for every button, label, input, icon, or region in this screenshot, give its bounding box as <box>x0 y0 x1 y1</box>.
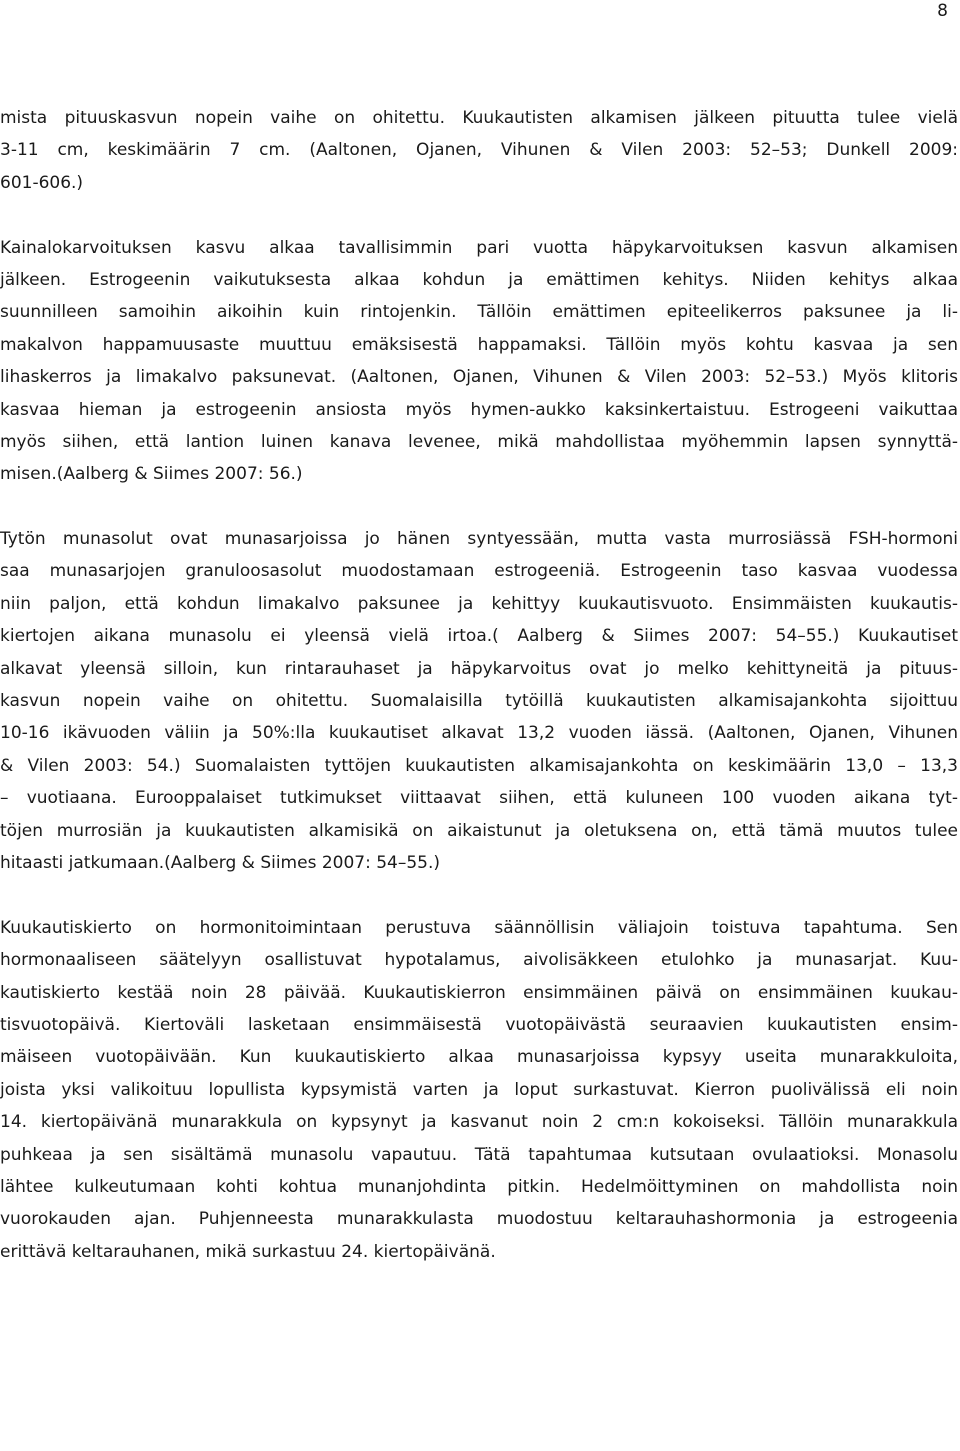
text-line: – vuotiaana. Eurooppalaiset tutkimukset viittaavat siihen, että kuluneen 100 vuoden aikana tyt- <box>0 788 958 809</box>
text-line: kasvaa hieman ja estrogeenin ansiosta myös hymen-aukko kaksinkertaistuu. Estrogeeni vaikuttaa <box>0 399 958 420</box>
text-line: kautiskierto kestää noin 28 päivää. Kuukautiskierron ensimmäinen päivä on ensimmäinen kuukau- <box>0 982 958 1003</box>
text-line: 10-16 ikävuoden väliin ja 50%:lla kuukautiset alkavat 13,2 vuoden iässä. (Aaltonen, Ojanen, Vihunen <box>0 723 958 744</box>
text-line: lähtee kulkeutumaan kohti kohtua munanjohdinta pitkin. Hedelmöittyminen on mahdollista noin <box>0 1176 958 1197</box>
text-line: vuorokauden ajan. Puhjenneesta munarakkulasta muodostuu keltarauhashormonia ja estrogeenia <box>0 1209 958 1230</box>
text-line: misen.(Aalberg & Siimes 2007: 56.) <box>0 464 303 485</box>
text-line: & Vilen 2003: 54.) Suomalaisten tyttöjen kuukautisten alkamisajankohta on keskimäärin 13,0 – 13,3 <box>0 755 958 776</box>
text-line: suunnilleen samoihin aikoihin kuin rintojenkin. Tällöin emättimen epiteelikerros paksunee ja li- <box>0 302 958 323</box>
paragraph <box>0 912 958 1268</box>
text-line: töjen murrosiän ja kuukautisten alkamisikä on aikaistunut ja oletuksena on, että tämä muutos tulee <box>0 820 958 841</box>
text-line: puhkeaa ja sen sisältämä munasolu vapautuu. Tätä tapahtumaa kutsutaan ovulaatioksi. Monasolu <box>0 1144 958 1165</box>
paragraph-gap <box>0 491 958 523</box>
text-line: myös siihen, että lantion luinen kanava levenee, mikä mahdollistaa myöhemmin lapsen synnyttä- <box>0 431 958 452</box>
text-line: tisvuotopäivä. Kiertoväli lasketaan ensimmäisestä vuotopäivästä seuraavien kuukautisten ensim- <box>0 1014 958 1035</box>
text-line: 601-606.) <box>0 172 84 193</box>
text-line: Tytön munasolut ovat munasarjoissa jo hänen syntyessään, mutta vasta murrosiässä FSH-hormoni <box>0 529 958 550</box>
paragraph <box>0 232 958 491</box>
paragraph-gap <box>0 199 958 231</box>
paragraph-gap <box>0 879 958 911</box>
text-line: jälkeen. Estrogeenin vaikutuksesta alkaa kohdun ja emättimen kehitys. Niiden kehitys alkaa <box>0 269 958 290</box>
text-line: mäiseen vuotopäivään. Kun kuukautiskierto alkaa munasarjoissa kypsyy useita munarakkuloita, <box>0 1047 958 1068</box>
text-line: kasvun nopein vaihe on ohitettu. Suomalaisilla tytöillä kuukautisten alkamisajankohta sijoittuu <box>0 691 958 712</box>
text-line: hitaasti jatkumaan.(Aalberg & Siimes 2007: 54–55.) <box>0 852 441 873</box>
paragraph <box>0 102 958 199</box>
text-line: hormonaaliseen säätelyyn osallistuvat hypotalamus, aivolisäkkeen etulohko ja munasarjat. Kuu- <box>0 950 958 971</box>
text-line: joista yksi valikoituu lopullista kypsymistä varten ja loput surkastuvat. Kierron puolivälissä eli noin <box>0 1079 958 1100</box>
text-line: 3-11 cm, keskimäärin 7 cm. (Aaltonen, Ojanen, Vihunen & Vilen 2003: 52–53; Dunkell 2009: <box>0 140 958 161</box>
text-line: Kainalokarvoituksen kasvu alkaa tavallisimmin pari vuotta häpykarvoituksen kasvun alkamisen <box>0 237 958 258</box>
text-line: alkavat yleensä silloin, kun rintarauhaset ja häpykarvoitus ovat jo melko kehittyneitä ja pituus- <box>0 658 958 679</box>
text-line: kiertojen aikana munasolu ei yleensä vielä irtoa.( Aalberg & Siimes 2007: 54–55.) Kuukautiset <box>0 626 958 647</box>
text-line: saa munasarjojen granuloosasolut muodostamaan estrogeeniä. Estrogeenin taso kasvaa vuodessa <box>0 561 958 582</box>
text-line: 14. kiertopäivänä munarakkula on kypsynyt ja kasvanut noin 2 cm:n kokoiseksi. Tällöin munarakkula <box>0 1112 958 1133</box>
text-line: niin paljon, että kohdun limakalvo paksunee ja kehittyy kuukautisvuoto. Ensimmäisten kuukautis- <box>0 593 958 614</box>
text-line: Kuukautiskierto on hormonitoimintaan perustuva säännöllisin väliajoin toistuva tapahtuma. Sen <box>0 917 958 938</box>
text-line: erittävä keltarauhanen, mikä surkastuu 24. kiertopäivänä. <box>0 1241 496 1262</box>
paragraph <box>0 523 958 879</box>
text-line: makalvon happamuusaste muuttuu emäksisestä happamaksi. Tällöin myös kohtu kasvaa ja sen <box>0 334 958 355</box>
document-body <box>0 102 958 1268</box>
text-line: lihaskerros ja limakalvo paksunevat. (Aaltonen, Ojanen, Vihunen & Vilen 2003: 52–53.) Myös klitoris <box>0 367 958 388</box>
page-number: 8 <box>937 1 948 21</box>
text-line: mista pituuskasvun nopein vaihe on ohitettu. Kuukautisten alkamisen jälkeen pituutta tulee vielä <box>0 108 958 128</box>
